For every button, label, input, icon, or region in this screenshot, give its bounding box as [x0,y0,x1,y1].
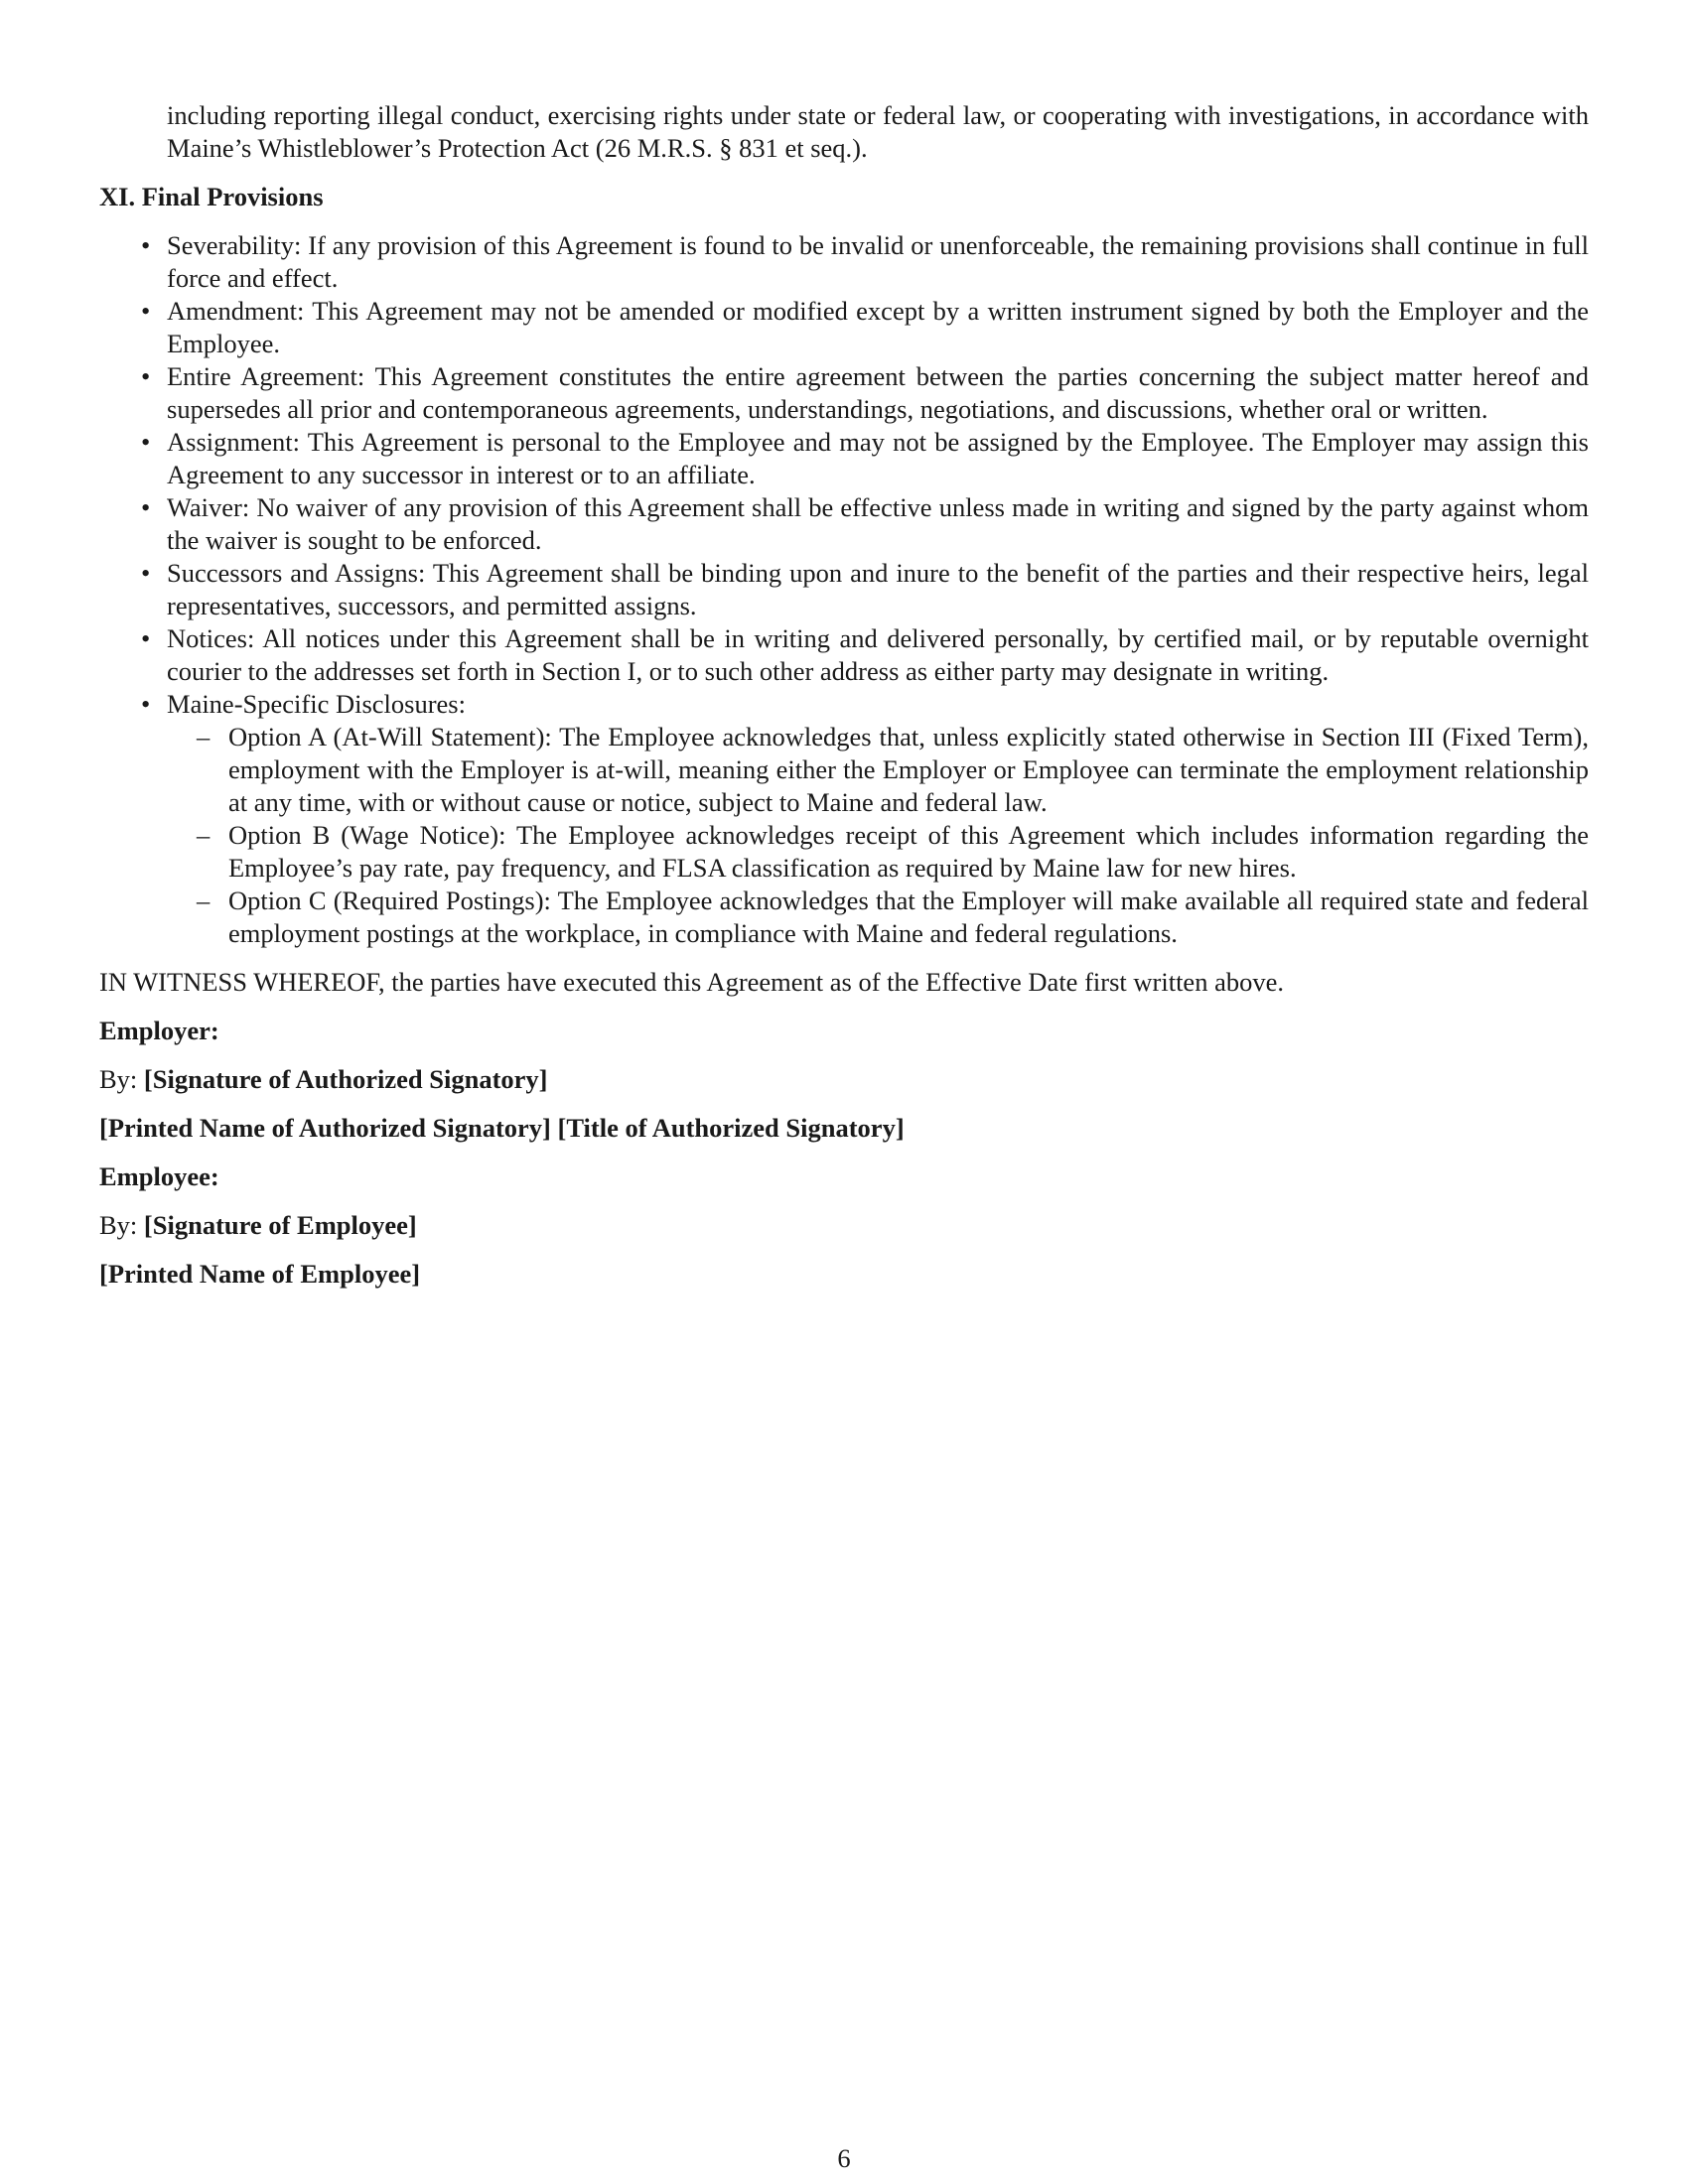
bullet-icon: • [141,296,151,326]
bullet-icon: • [141,427,151,457]
provision-notices: Notices: All notices under this Agreement shall be in writing and delivered personally, by certified mail, or by reputable overnight courier to the addresses set forth in Section I, or to such other address as either party may designate in writing. [167,623,1589,686]
provision-waiver: Waiver: No waiver of any provision of this Agreement shall be effective unless made in writing and signed by the party against whom the waiver is sought to be enforced. [167,492,1589,555]
provision-amendment: Amendment: This Agreement may not be amended or modified except by a written instrument signed by both the Employer and the Employee. [167,296,1589,358]
provision-severability: Severability: If any provision of this Agreement is found to be invalid or unenforceable, the remaining provisions shall continue in full force and effect. [167,230,1589,293]
continuation-paragraph: including reporting illegal conduct, exercising rights under state or federal law, or cooperating with investigations, in accordance with Maine’s Whistleblower’s Protection Act (26 M.R.S. § 831 et seq.). [167,100,1589,163]
employee-printed-name: [Printed Name of Employee] [99,1259,421,1289]
bullet-icon: • [141,623,151,653]
option-a: Option A (At-Will Statement): The Employee acknowledges that, unless explicitly stated otherwise in Section III (Fixed Term), employment with the Employer is at-will, meaning either the Employer or Employee can terminate the employment relationship at any time, with or without cause or notice, subject to Maine and federal law. [228,722,1589,817]
section-title: XI. Final Provisions [99,182,324,211]
maine-options-list [167,721,1589,950]
list-item [99,491,1589,557]
list-item [99,229,1589,295]
provision-successors: Successors and Assigns: This Agreement shall be binding upon and inure to the benefit of the parties and their respective heirs, legal representatives, successors, and permitted assigns. [167,558,1589,620]
dash-icon: – [197,722,211,751]
list-item [167,819,1589,885]
employee-signature-line [99,1209,1589,1242]
by-label: By: [99,1064,138,1094]
provisions-list [99,229,1589,950]
employer-printed-name: [Printed Name of Authorized Signatory] [99,1113,551,1143]
list-item [99,426,1589,491]
option-c: Option C (Required Postings): The Employee acknowledges that the Employer will make available all required state and federal employment postings at the workplace, in compliance with Maine and federal regulations. [228,886,1589,948]
employer-signature-line [99,1063,1589,1096]
list-item [167,721,1589,819]
list-item [99,557,1589,622]
list-item [99,622,1589,688]
dash-icon: – [197,820,211,850]
employer-title: [Title of Authorized Signatory] [557,1113,905,1143]
provision-assignment: Assignment: This Agreement is personal to the Employee and may not be assigned by the Employee. The Employer may assign this Agreement to any successor in interest or to an affiliate. [167,427,1589,489]
provision-entire-agreement: Entire Agreement: This Agreement constitutes the entire agreement between the parties concerning the subject matter hereof and supersedes all prior and contemporaneous agreements, understandings, negotiations, and discussions, whether oral or written. [167,361,1589,424]
witness-statement: IN WITNESS WHEREOF, the parties have executed this Agreement as of the Effective Date first written above. [99,967,1284,997]
employer-label: Employer: [99,1016,219,1045]
list-item [167,885,1589,950]
dash-icon: – [197,886,211,915]
bullet-icon: • [141,361,151,391]
bullet-icon: • [141,230,151,260]
option-b: Option B (Wage Notice): The Employee acknowledges receipt of this Agreement which includes information regarding the Employee’s pay rate, pay frequency, and FLSA classification as required by Maine law for new hires. [228,820,1589,883]
by-label: By: [99,1210,138,1240]
bullet-icon: • [141,689,151,719]
list-item [99,295,1589,360]
page-number: 6 [837,2143,851,2173]
employee-signature-placeholder: [Signature of Employee] [143,1210,417,1240]
provision-maine-disclosures: Maine-Specific Disclosures: [167,689,466,719]
bullet-icon: • [141,492,151,522]
list-item [99,360,1589,426]
bullet-icon: • [141,558,151,588]
document-page [99,99,1589,1291]
employer-signature-placeholder: [Signature of Authorized Signatory] [143,1064,548,1094]
employer-name-title-line [99,1112,1589,1145]
employee-label: Employee: [99,1161,219,1191]
list-item [99,688,1589,950]
